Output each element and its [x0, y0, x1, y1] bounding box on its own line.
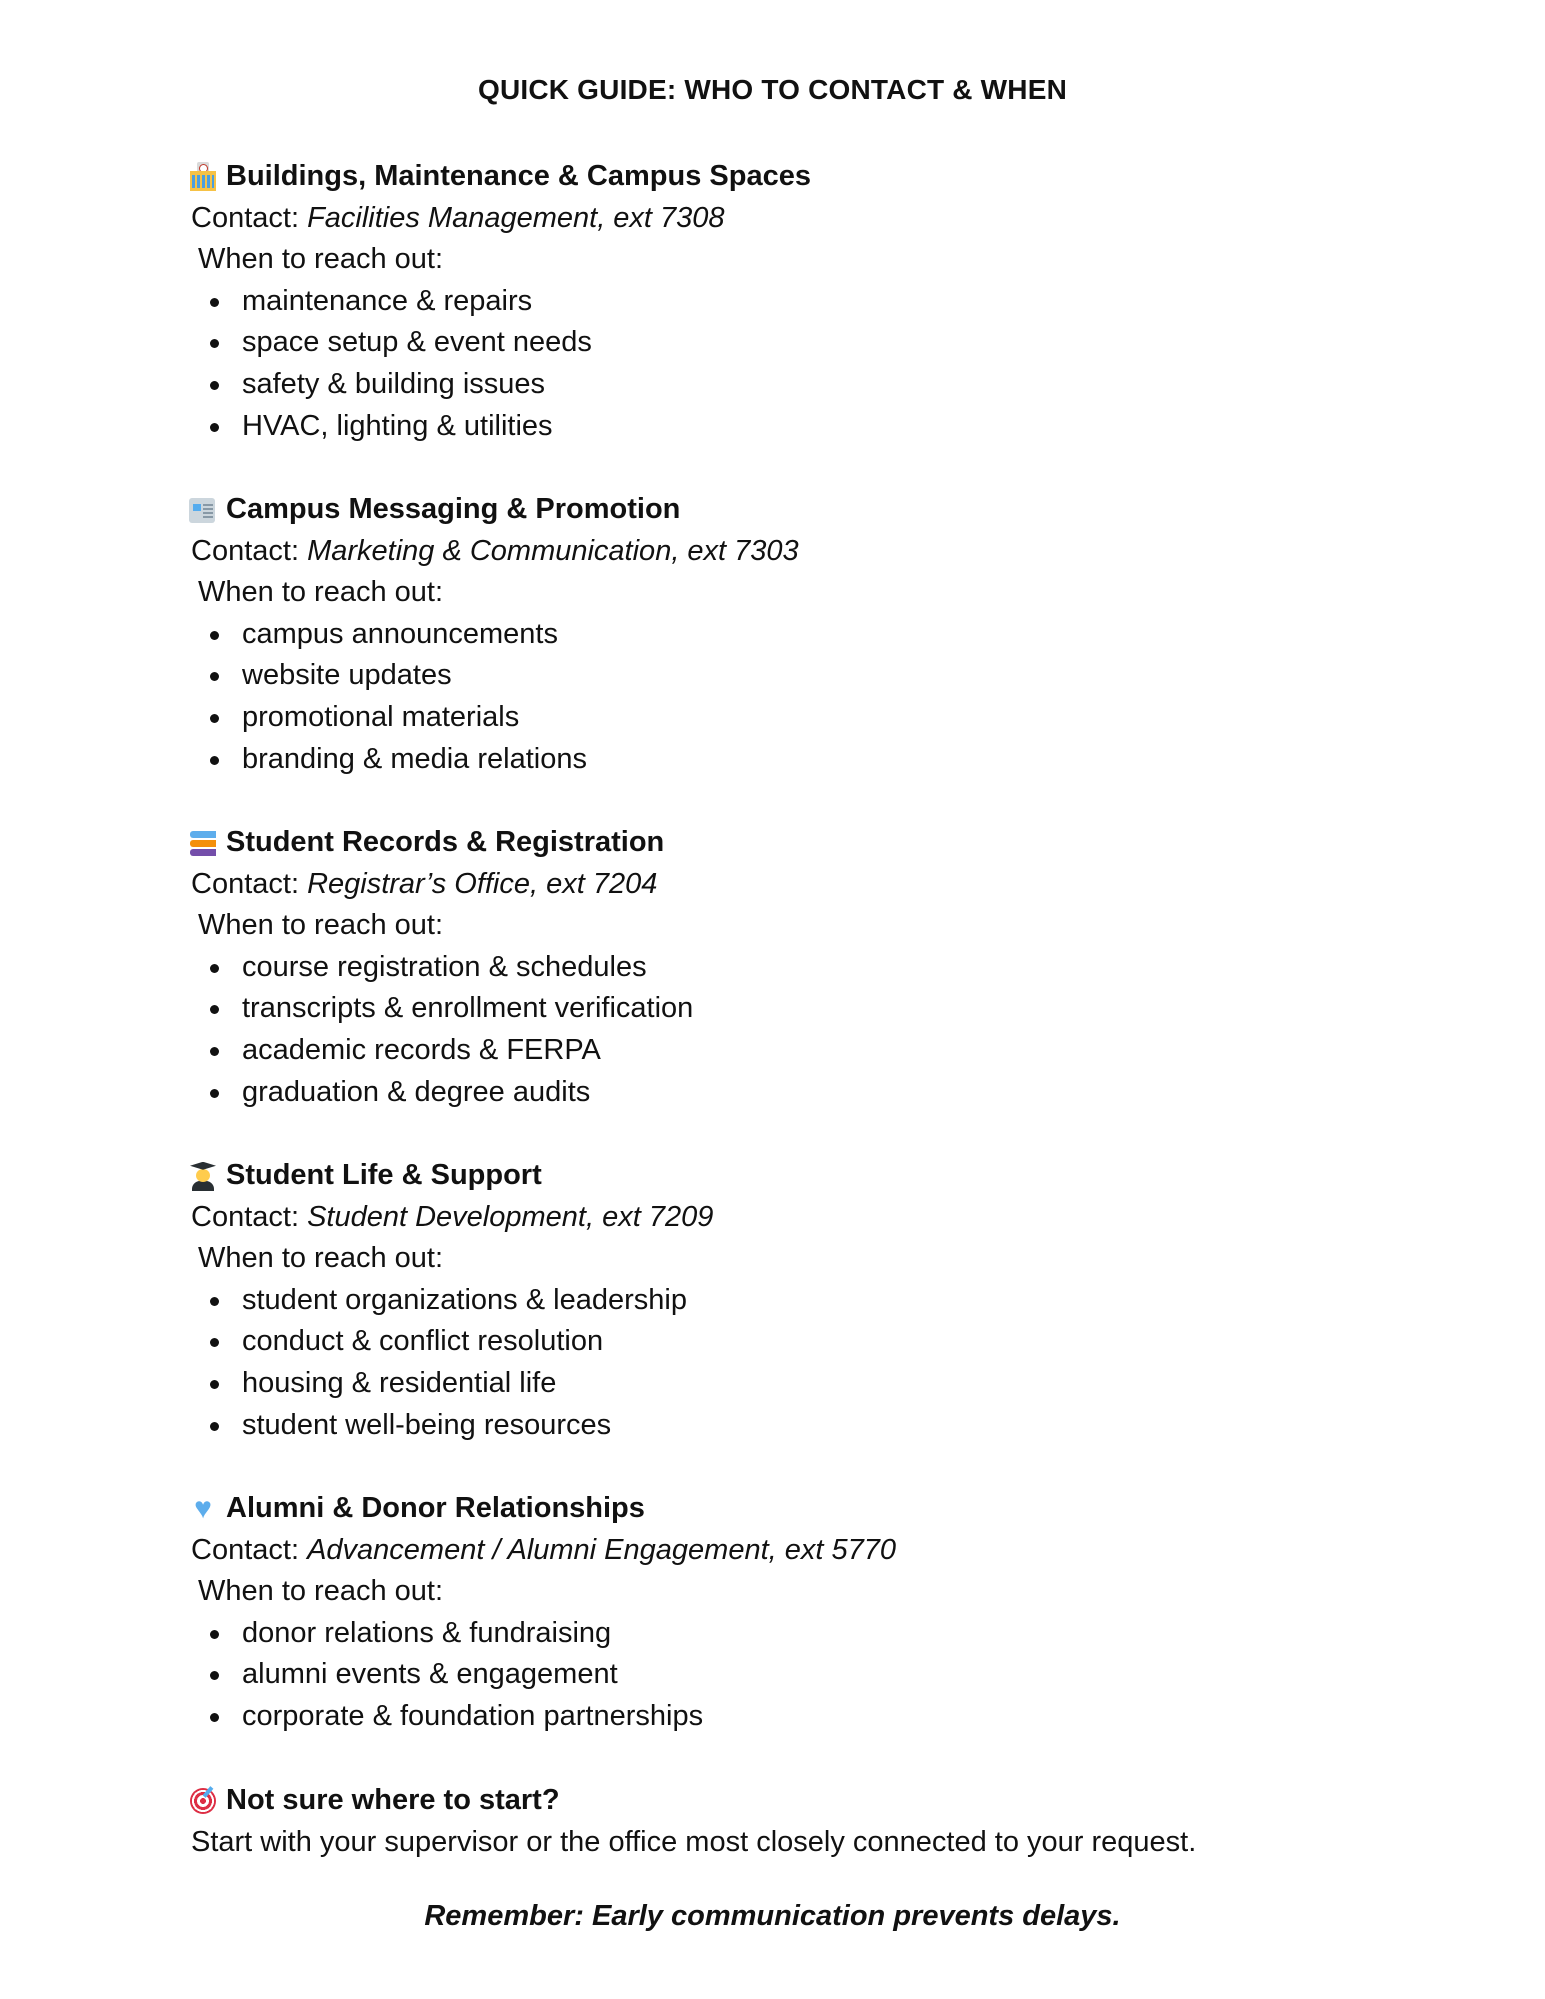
contact-line [188, 1197, 1438, 1239]
section-help [188, 1780, 1438, 1863]
bullet-icon [210, 1422, 219, 1431]
bullet-icon [210, 714, 219, 723]
target-icon [188, 1786, 218, 1816]
contact-prefix: Contact: [191, 534, 299, 567]
when-label: When to reach out: [198, 243, 444, 276]
topic-list [188, 281, 1438, 447]
bullet-icon [210, 964, 219, 973]
bullet-icon [210, 631, 219, 640]
bullet-icon [210, 1630, 219, 1639]
list-item [188, 1030, 1438, 1072]
help-text: Start with your supervisor or the office most closely connected to your request. [191, 1825, 1197, 1858]
bullet-icon [210, 1713, 219, 1722]
list-item [188, 1363, 1438, 1405]
list-item [188, 1654, 1438, 1696]
bullet-icon [210, 672, 219, 681]
list-item [188, 406, 1438, 448]
contact-office: Student Development, ext 7209 [307, 1200, 714, 1233]
contact-line [188, 864, 1438, 906]
contact-line [188, 1530, 1438, 1572]
section-heading-text: Buildings, Maintenance & Campus Spaces [226, 160, 811, 192]
section-heading [188, 1780, 1438, 1822]
list-item [188, 1613, 1438, 1655]
bullet-icon [210, 423, 219, 432]
contact-prefix: Contact: [191, 1200, 299, 1233]
bullet-icon [210, 339, 219, 348]
list-item [188, 1072, 1438, 1114]
section-buildings [188, 156, 1438, 447]
bullet-icon [210, 381, 219, 390]
contact-prefix: Contact: [191, 867, 299, 900]
list-item [188, 1405, 1438, 1447]
bullet-icon [210, 1671, 219, 1680]
section-student-life [188, 1155, 1438, 1446]
section-heading-text: Student Records & Registration [226, 826, 665, 858]
list-item-text: conduct & conflict resolution [242, 1325, 604, 1358]
list-item-text: maintenance & repairs [242, 284, 533, 317]
section-alumni [188, 1488, 1438, 1738]
list-item-text: website updates [242, 659, 452, 692]
bullet-icon [210, 756, 219, 765]
topic-list [188, 947, 1438, 1113]
bullet-icon [210, 1089, 219, 1098]
contact-office: Marketing & Communication, ext 7303 [307, 534, 799, 567]
section-heading [188, 822, 1438, 864]
bullet-icon [210, 298, 219, 307]
contact-line [188, 198, 1438, 240]
contact-office: Advancement / Alumni Engagement, ext 5770 [307, 1533, 897, 1566]
list-item-text: branding & media relations [242, 742, 587, 775]
list-item-text: course registration & schedules [242, 950, 647, 983]
list-item [188, 1280, 1438, 1322]
list-item-text: corporate & foundation partnerships [242, 1699, 704, 1732]
blue-heart-icon: ♥ [194, 1491, 212, 1525]
list-item-text: housing & residential life [242, 1366, 557, 1399]
list-item [188, 947, 1438, 989]
list-item-text: donor relations & fundraising [242, 1616, 612, 1649]
list-item-text: safety & building issues [242, 367, 546, 400]
contact-office: Registrar’s Office, ext 7204 [307, 867, 658, 900]
bullet-icon [210, 1380, 219, 1389]
list-item-text: student well-being resources [242, 1408, 612, 1441]
topic-list [188, 614, 1438, 780]
section-heading-text: Not sure where to start? [226, 1784, 560, 1816]
topic-list [188, 1280, 1438, 1446]
contact-line [188, 531, 1438, 573]
topic-list [188, 1613, 1438, 1738]
bullet-icon [210, 1047, 219, 1056]
when-label: When to reach out: [198, 576, 444, 609]
closing-reminder: Remember: Early communication prevents delays. [424, 1900, 1121, 1932]
section-heading-text: Campus Messaging & Promotion [226, 493, 681, 525]
list-item [188, 1321, 1438, 1363]
books-icon [188, 828, 218, 858]
office-building-icon [188, 162, 218, 192]
list-item [188, 739, 1438, 781]
page-title: QUICK GUIDE: WHO TO CONTACT & WHEN [477, 74, 1068, 105]
list-item-text: campus announcements [242, 617, 558, 650]
section-heading [188, 489, 1438, 531]
when-label: When to reach out: [198, 1575, 444, 1608]
list-item [188, 322, 1438, 364]
contact-prefix: Contact: [191, 1533, 299, 1566]
list-item-text: student organizations & leadership [242, 1283, 687, 1316]
section-messaging [188, 489, 1438, 780]
list-item-text: HVAC, lighting & utilities [242, 409, 553, 442]
list-item [188, 364, 1438, 406]
list-item [188, 697, 1438, 739]
list-item [188, 614, 1438, 656]
section-heading-text: Student Life & Support [226, 1159, 542, 1191]
list-item-text: alumni events & engagement [242, 1658, 618, 1691]
list-item-text: transcripts & enrollment verification [242, 992, 694, 1025]
section-heading [188, 1155, 1438, 1197]
section-records [188, 822, 1438, 1113]
newspaper-icon [188, 495, 218, 525]
contact-office: Facilities Management, ext 7308 [307, 201, 725, 234]
bullet-icon [210, 1005, 219, 1014]
section-heading-text: Alumni & Donor Relationships [226, 1492, 645, 1524]
list-item-text: graduation & degree audits [242, 1075, 591, 1108]
list-item [188, 281, 1438, 323]
list-item-text: promotional materials [242, 700, 520, 733]
section-heading [188, 1488, 1438, 1530]
student-graduate-icon [188, 1161, 218, 1191]
list-item [188, 1696, 1438, 1738]
bullet-icon [210, 1338, 219, 1347]
bullet-icon [210, 1297, 219, 1306]
contact-prefix: Contact: [191, 201, 299, 234]
section-heading [188, 156, 1438, 198]
list-item-text: space setup & event needs [242, 326, 592, 359]
when-label: When to reach out: [198, 1242, 444, 1275]
list-item [188, 655, 1438, 697]
list-item-text: academic records & FERPA [242, 1033, 601, 1066]
list-item [188, 988, 1438, 1030]
when-label: When to reach out: [198, 909, 444, 942]
